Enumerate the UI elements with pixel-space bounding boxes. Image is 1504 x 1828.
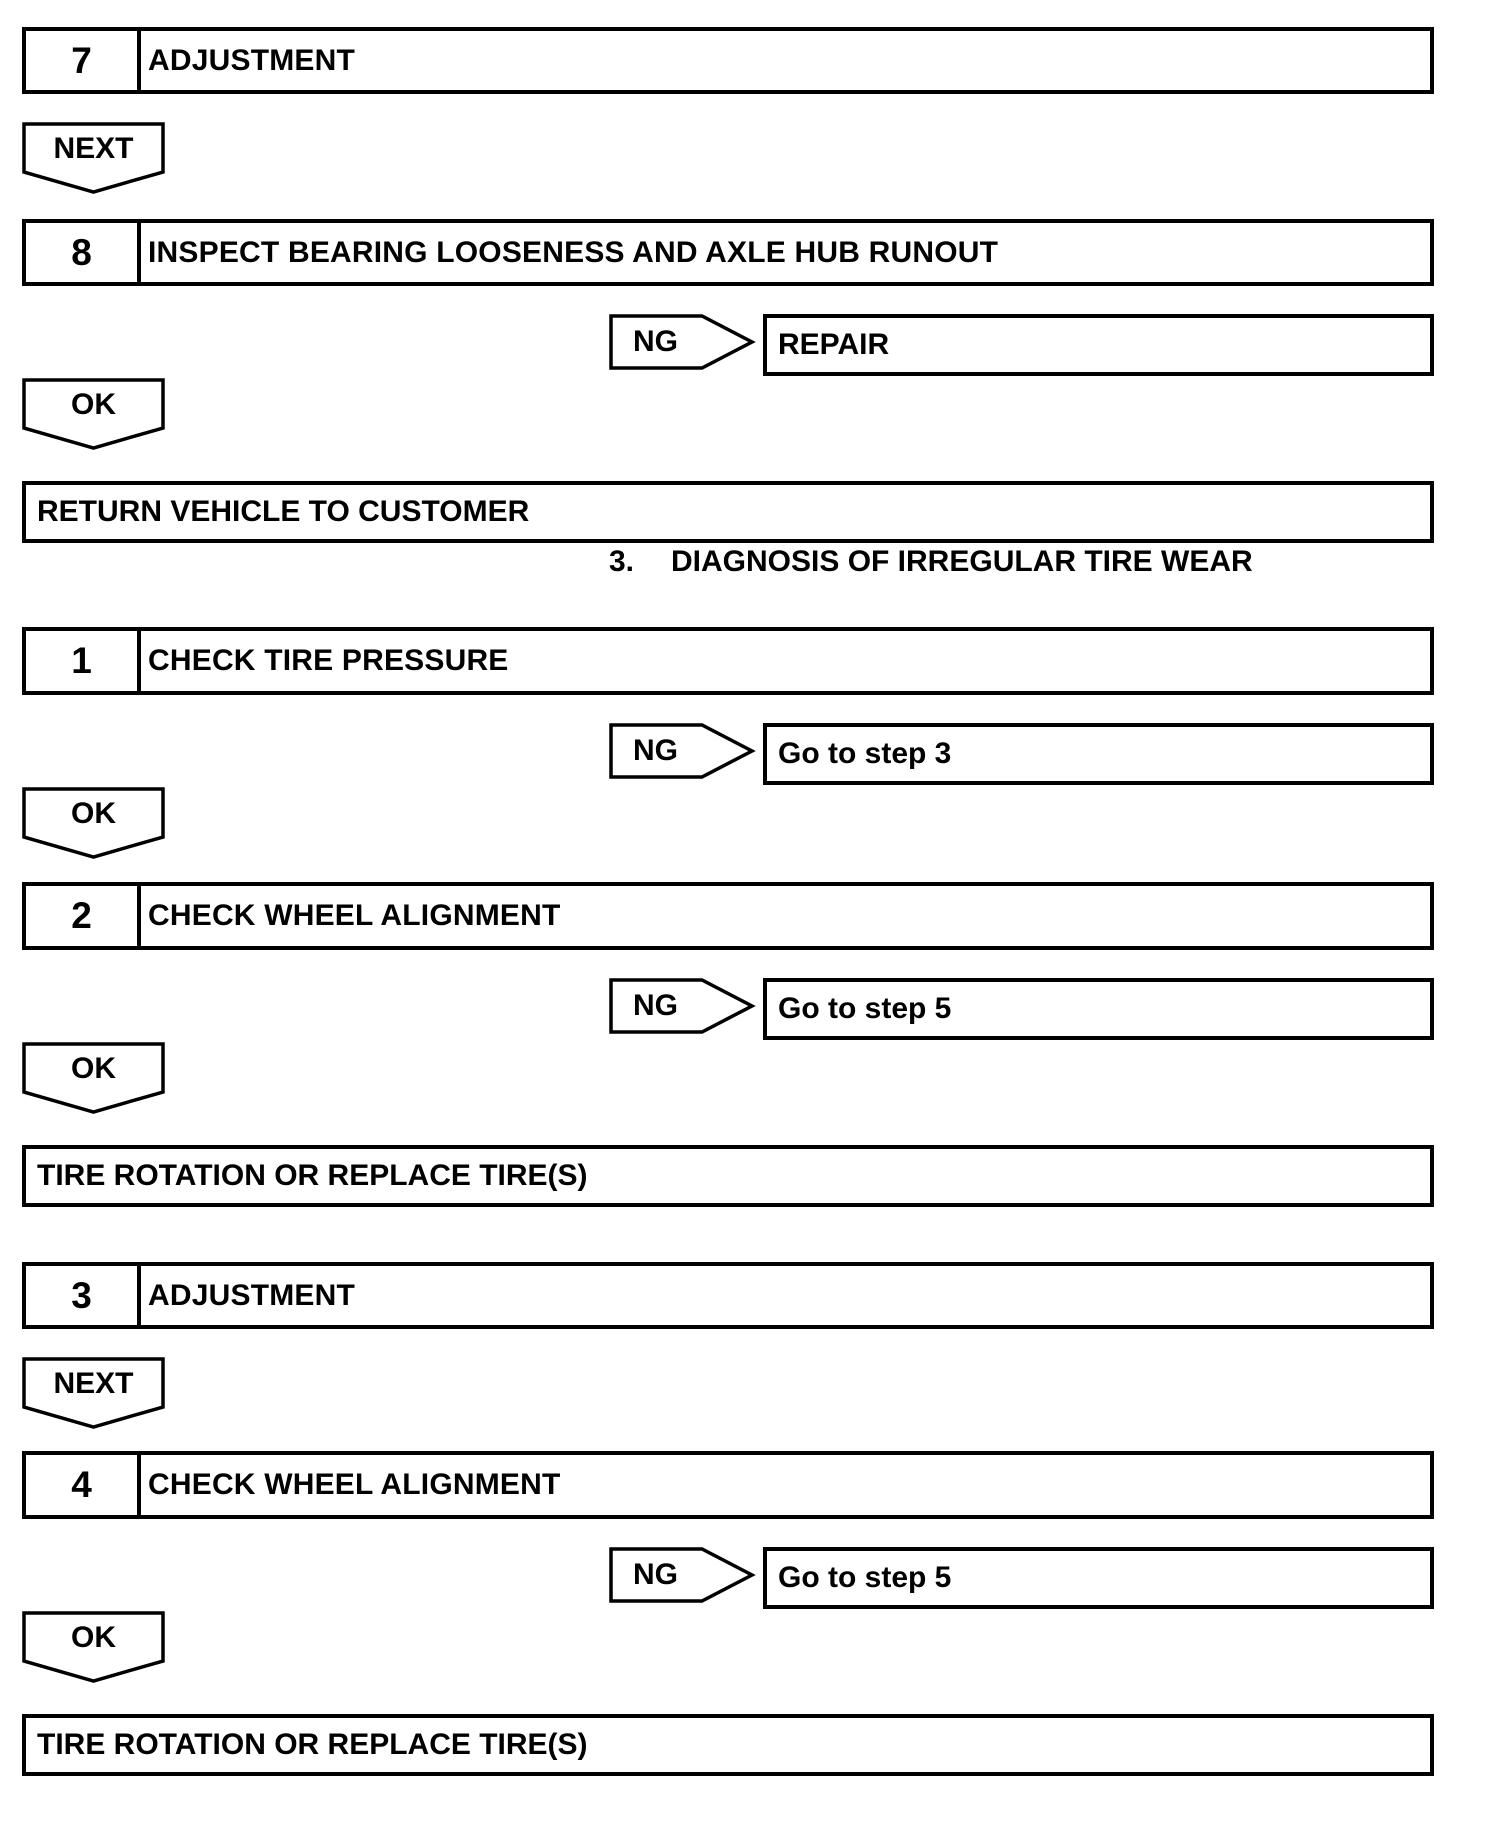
ok-label: OK [71, 388, 116, 421]
section-number: 3. [609, 545, 635, 578]
next-label: NEXT [53, 1367, 134, 1400]
ok-label: OK [71, 1621, 116, 1654]
ng-arrow [609, 314, 754, 370]
step-number: 2 [26, 886, 141, 946]
step-title: ADJUSTMENT [148, 43, 356, 77]
next-arrow [22, 1357, 165, 1429]
ng-result-box: REPAIR [763, 314, 1434, 376]
ok-label: OK [71, 797, 116, 830]
next-arrow [22, 122, 165, 194]
tire-rotation-box: TIRE ROTATION OR REPLACE TIRE(S) [22, 1714, 1434, 1776]
step-3-box [22, 1262, 1434, 1329]
step-2-box [22, 882, 1434, 950]
ok-arrow [22, 1611, 165, 1683]
step-number: 7 [26, 31, 141, 90]
step-title: INSPECT BEARING LOOSENESS AND AXLE HUB RUNOUT [148, 235, 999, 269]
ng-label: NG [633, 989, 678, 1022]
ng-label: NG [633, 734, 678, 767]
step-title: ADJUSTMENT [148, 1278, 356, 1312]
step-number: 1 [26, 631, 141, 691]
ng-arrow [609, 978, 754, 1034]
step-title: CHECK WHEEL ALIGNMENT [148, 1468, 561, 1501]
step-4-box [22, 1451, 1434, 1519]
step-number: 8 [26, 223, 141, 282]
ng-arrow [609, 1547, 754, 1603]
ok-label: OK [71, 1052, 116, 1085]
next-label: NEXT [53, 132, 134, 165]
ok-arrow [22, 787, 165, 859]
tire-rotation-box: TIRE ROTATION OR REPLACE TIRE(S) [22, 1145, 1434, 1207]
ng-result-box: Go to step 3 [763, 723, 1434, 785]
step-1-box [22, 627, 1434, 695]
ng-arrow [609, 723, 754, 779]
step-7-box [22, 27, 1434, 94]
step-title: CHECK WHEEL ALIGNMENT [148, 899, 561, 932]
step-8-box [22, 219, 1434, 286]
ok-arrow [22, 1042, 165, 1114]
step-number: 4 [26, 1455, 141, 1515]
return-vehicle-box: RETURN VEHICLE TO CUSTOMER [22, 481, 1434, 543]
ng-result-box: Go to step 5 [763, 1547, 1434, 1609]
ok-arrow [22, 378, 165, 450]
ng-result-box: Go to step 5 [763, 978, 1434, 1040]
ng-label: NG [633, 325, 678, 358]
ng-label: NG [633, 1558, 678, 1591]
step-number: 3 [26, 1266, 141, 1325]
section-title: DIAGNOSIS OF IRREGULAR TIRE WEAR [671, 545, 1253, 578]
step-title: CHECK TIRE PRESSURE [148, 644, 509, 677]
